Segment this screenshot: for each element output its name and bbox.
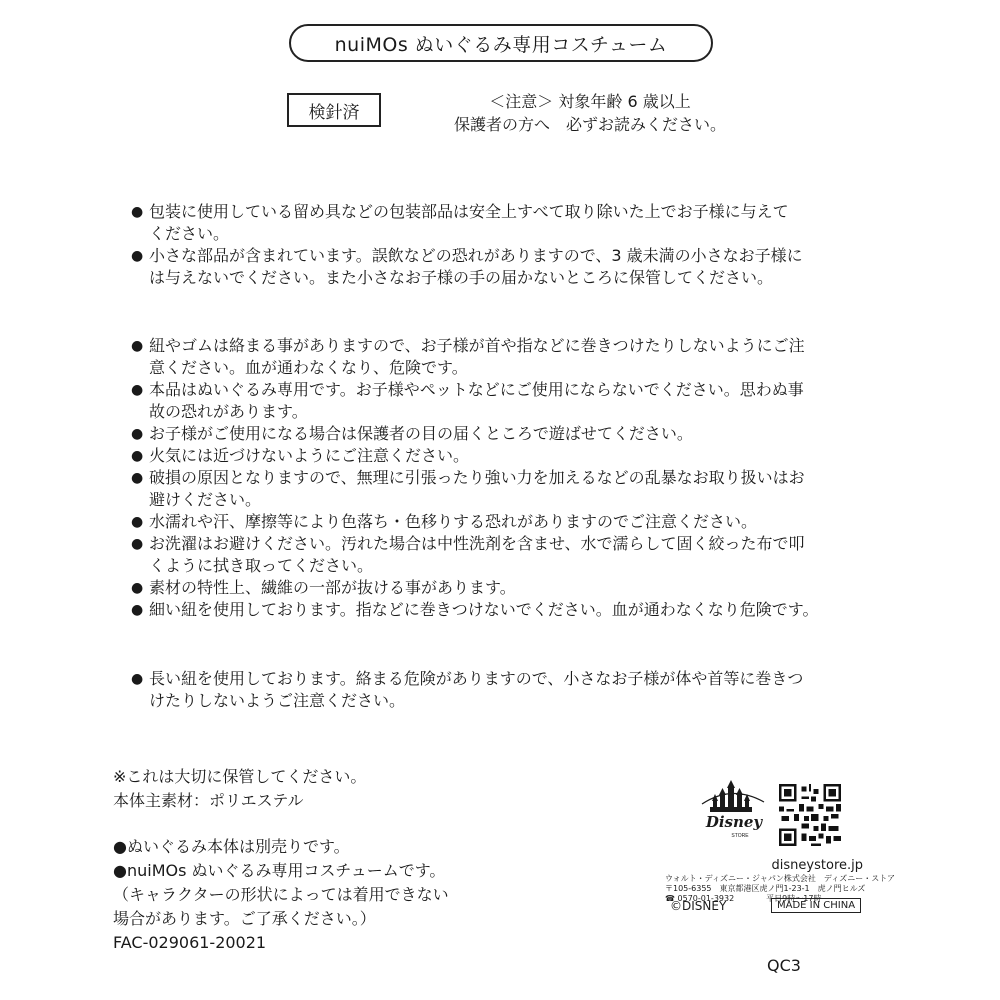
company-address: 〒105-6355 東京都港区虎ノ門1-23-1 虎ノ門ヒルズ <box>665 884 866 893</box>
product-title-text: nuiMOs ぬいぐるみ専用コスチューム <box>334 33 668 56</box>
disney-store-logo <box>692 780 776 842</box>
warning-item <box>131 379 891 423</box>
bullet-icon: ● <box>131 470 144 486</box>
warning-item <box>131 423 891 445</box>
warning-line: けたりしないようご注意ください。 <box>149 691 406 710</box>
disney-logo-text: Disney <box>705 813 763 831</box>
warning-item <box>131 577 891 599</box>
warning-line: 長い紐を使用しております。絡まる危険がありますので、小さなお子様が体や首等に巻きつ <box>149 669 804 688</box>
caution-header <box>430 90 750 136</box>
made-in-label: MADE IN CHINA <box>771 898 861 913</box>
qr-code-icon <box>779 784 841 846</box>
footer-notes <box>113 765 449 955</box>
warning-line: お子様がご使用になる場合は保護者の目の届くところで遊ばせてください。 <box>149 424 693 443</box>
fit-note-line-2: 場合があります。ご了承ください。） <box>113 909 376 928</box>
warning-line: くように拭き取ってください。 <box>149 556 374 575</box>
needle-inspected-stamp <box>287 93 381 127</box>
warning-item <box>131 335 891 379</box>
warning-item <box>131 668 891 712</box>
bullet-icon: ● <box>131 426 144 442</box>
warnings-group-2 <box>131 335 891 621</box>
bullet-icon: ● <box>131 671 144 687</box>
warnings-group-1 <box>131 201 891 289</box>
warning-item <box>131 599 891 621</box>
fit-note-line-1: （キャラクターの形状によっては着用できない <box>113 885 449 904</box>
warning-line: 小さな部品が含まれています。誤飲などの恐れがありますので、3 歳未満の小さなお子様に <box>149 246 803 265</box>
warning-line: 包装に使用している留め具などの包装部品は安全上すべて取り除いた上でお子様に与えて <box>149 202 789 221</box>
qc-code: QC3 <box>767 956 801 975</box>
store-url: disneystore.jp <box>771 858 863 873</box>
warning-item <box>131 533 891 577</box>
warning-line: ください。 <box>149 224 230 243</box>
bullet-icon: ● <box>131 602 144 618</box>
warning-line: 細い紐を使用しております。指などに巻きつけないでください。血が通わなくなり危険です。 <box>149 600 819 619</box>
warnings-group-3 <box>131 668 891 712</box>
bullet-icon: ● <box>131 248 144 264</box>
company-name: ウォルト・ディズニー・ジャパン株式会社 ディズニー・ストア <box>665 874 895 883</box>
warning-line: 意ください。血が通わなくなり、危険です。 <box>149 358 468 377</box>
product-title <box>289 24 713 62</box>
warning-line: 火気には近づけないようにご注意ください。 <box>149 446 470 465</box>
warning-line: 紐やゴムは絡まる事がありますので、お子様が首や指などに巻きつけたりしないようにご注 <box>149 336 805 355</box>
warning-line: 水濡れや汗、摩擦等により色落ち・色移りする恐れがありますのでご注意ください。 <box>149 512 758 531</box>
bullet-icon: ● <box>131 204 144 220</box>
warning-line: 素材の特性上、繊維の一部が抜ける事があります。 <box>149 578 516 597</box>
material-note: 本体主素材：ポリエステル <box>113 791 304 810</box>
store-logo-subtext: STORE <box>731 833 749 839</box>
product-code: FAC-029061-20021 <box>113 933 267 952</box>
warning-line: 破損の原因となりますので、無理に引張ったり強い力を加えるなどの乱暴なお取り扱いはお <box>149 468 805 487</box>
copyright: ©DISNEY <box>670 899 727 913</box>
caution-guardian-line: 保護者の方へ 必ずお読みください。 <box>453 115 726 134</box>
bullet-icon: ● <box>131 514 144 530</box>
warning-line: は与えないでください。また小さなお子様の手の届かないところに保管してください。 <box>149 268 774 287</box>
warning-item <box>131 445 891 467</box>
needle-inspected-text: 検針済 <box>308 102 360 123</box>
warning-line: 本品はぬいぐるみ専用です。お子様やペットなどにご使用にならないでください。思わぬ事 <box>149 380 804 399</box>
bullet-icon: ● <box>131 338 144 354</box>
warning-line: 故の恐れがあります。 <box>149 402 308 421</box>
company-phone: ☎ 0570-01-3932 平日9時～17時 <box>665 894 822 903</box>
costume-note: ●nuiMOs ぬいぐるみ専用コスチュームです。 <box>113 861 446 880</box>
warning-item <box>131 245 891 289</box>
bullet-icon: ● <box>131 536 144 552</box>
bullet-icon: ● <box>131 382 144 398</box>
warning-line: お洗濯はお避けください。汚れた場合は中性洗剤を含ませ、水で濡らして固く絞った布で叩 <box>149 534 805 553</box>
warning-line: 避けください。 <box>149 490 262 509</box>
keep-note: ※これは大切に保管してください。 <box>113 767 367 786</box>
warning-item <box>131 511 891 533</box>
bullet-icon: ● <box>131 580 144 596</box>
bullet-icon: ● <box>131 448 144 464</box>
sold-separately-note: ●ぬいぐるみ本体は別売りです。 <box>113 837 350 856</box>
caution-age-line: ＜注意＞ 対象年齢 6 歳以上 <box>489 92 691 111</box>
warning-item <box>131 467 891 511</box>
warning-item <box>131 201 891 245</box>
